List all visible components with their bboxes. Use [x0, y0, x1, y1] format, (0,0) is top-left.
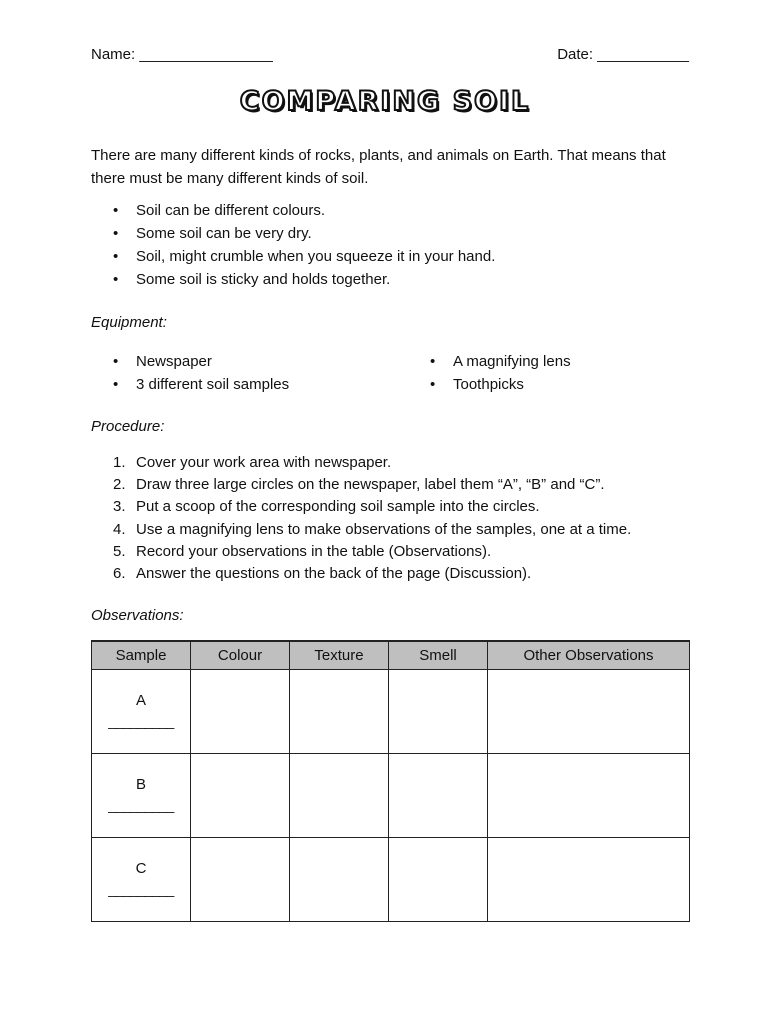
list-item: • Soil, might crumble when you squeeze it in your hand. — [91, 245, 495, 268]
smell-cell[interactable] — [389, 754, 488, 838]
list-item: • Some soil can be very dry. — [91, 222, 495, 245]
list-item — [91, 452, 631, 474]
step-number: 3. — [113, 498, 126, 516]
sample-name-blank[interactable]: _________ — [108, 713, 174, 729]
step-number: 1. — [113, 454, 126, 471]
sample-label: B — [135, 776, 146, 793]
list-item — [91, 474, 631, 496]
other-observations-cell[interactable] — [488, 670, 690, 754]
list-item: • Soil can be different colours. — [91, 199, 495, 222]
table-row — [92, 670, 690, 754]
colour-cell[interactable] — [191, 754, 290, 838]
other-observations-cell[interactable] — [488, 754, 690, 838]
observations-heading: Observations: — [91, 607, 184, 624]
sample-cell — [92, 838, 191, 922]
observations-table — [91, 640, 690, 922]
colour-cell[interactable] — [191, 670, 290, 754]
procedure-heading: Procedure: — [91, 418, 165, 435]
smell-cell[interactable] — [389, 670, 488, 754]
header-row — [91, 46, 689, 68]
sample-label: C — [135, 860, 147, 877]
colour-cell[interactable] — [191, 838, 290, 922]
step-text: Draw three large circles on the newspaper, label them “A”, “B” and “C”. — [136, 476, 605, 494]
equipment-list-right — [408, 350, 571, 396]
soil-facts-list — [91, 199, 495, 291]
other-observations-cell[interactable] — [488, 838, 690, 922]
texture-cell[interactable] — [290, 754, 389, 838]
list-item: • Some soil is sticky and holds together. — [91, 268, 495, 291]
name-field[interactable]: Name: ________________ — [91, 46, 273, 63]
equipment-heading: Equipment: — [91, 314, 167, 331]
step-number: 4. — [113, 520, 126, 538]
sample-cell — [92, 754, 191, 838]
list-item: • A magnifying lens — [408, 350, 571, 373]
step-text: Answer the questions on the back of the page (Discussion). — [136, 565, 532, 583]
column-header-colour: Colour — [191, 641, 290, 670]
equipment-list-left — [91, 350, 289, 396]
page-title: COMPARING SOIL — [239, 86, 531, 117]
procedure-list — [91, 452, 631, 585]
column-header-sample: Sample — [92, 641, 191, 670]
column-header-smell: Smell — [389, 641, 488, 670]
texture-cell[interactable] — [290, 838, 389, 922]
list-item: • Toothpicks — [408, 373, 571, 396]
table-header-row — [92, 641, 690, 670]
step-text: Record your observations in the table (Observations). — [136, 542, 492, 560]
table-row — [92, 838, 690, 922]
date-field[interactable]: Date: ___________ — [557, 46, 689, 63]
list-item — [91, 541, 631, 563]
step-number: 6. — [113, 565, 126, 583]
sample-label: A — [135, 692, 146, 709]
list-item — [91, 496, 631, 518]
sample-name-blank[interactable]: _________ — [108, 797, 174, 813]
list-item — [91, 519, 631, 541]
step-number: 5. — [113, 542, 126, 560]
list-item: • 3 different soil samples — [91, 373, 289, 396]
step-number: 2. — [113, 476, 126, 494]
step-text: Cover your work area with newspaper. — [136, 454, 392, 471]
smell-cell[interactable] — [389, 838, 488, 922]
sample-cell — [92, 670, 191, 754]
table-row — [92, 754, 690, 838]
step-text: Put a scoop of the corresponding soil sample into the circles. — [136, 498, 540, 516]
intro-paragraph: There are many different kinds of rocks, plants, and animals on Earth. That means that there must be many different kinds of soil. — [91, 147, 666, 187]
list-item: • Newspaper — [91, 350, 289, 373]
sample-name-blank[interactable]: _________ — [108, 881, 174, 897]
column-header-other: Other Observations — [488, 641, 690, 670]
column-header-texture: Texture — [290, 641, 389, 670]
step-text: Use a magnifying lens to make observations of the samples, one at a time. — [136, 520, 632, 538]
texture-cell[interactable] — [290, 670, 389, 754]
list-item — [91, 563, 631, 585]
